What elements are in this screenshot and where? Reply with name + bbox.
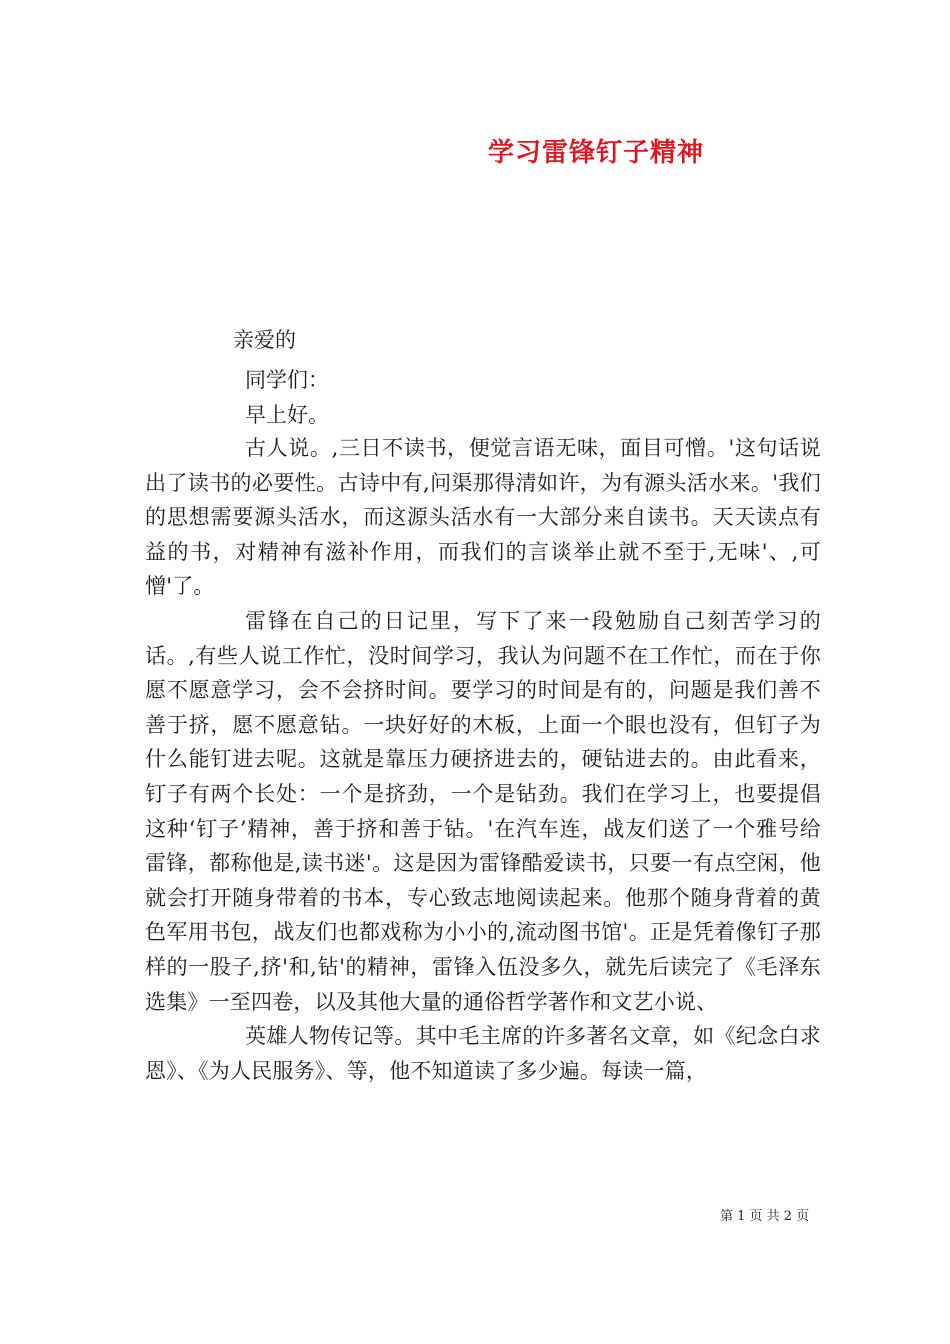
page-footer: 第 1 页 共 2 页 xyxy=(720,1209,810,1224)
paragraph: 英雄人物传记等。其中毛主席的许多著名文章，如《纪念白求恩》、《为人民服务》、等，他不知道读了多少遍。每读一篇， xyxy=(145,1024,821,1083)
paragraph: 古人说。,三日不读书，便觉言语无味，面目可憎。'这句话说出了读书的必要性。古诗中有,问渠那得清如许，为有源头活水来。'我们的思想需要源头活水，而这源头活水有一大部分来自读书。天天读点有益的书，对精神有滋补作用，而我们的言谈举止就不至于,无味'、,可憎'了。 xyxy=(145,436,821,599)
greeting-line-3: 早上好。 xyxy=(245,403,329,427)
document-body xyxy=(145,431,821,1088)
document-title: 学习雷锋钉子精神 xyxy=(488,138,705,168)
paragraph: 雷锋在自己的日记里，写下了来一段勉励自己刻苦学习的话。,有些人说工作忙，没时间学习，我认为问题不在工作忙，而在于你愿不愿意学习，会不会挤时间。要学习的时间是有的，问题是我们善不善于挤，愿不愿意钻。一块好好的木板，上面一个眼也没有，但钉子为什么能钉进去呢。这就是靠压力硬挤进去的，硬钻进去的。由此看来，钉子有两个长处：一个是挤劲，一个是钻劲。我们在学习上，也要提倡这种‘钉子’精神，善于挤和善于钻。'在汽车连，战友们送了一个雅号给雷锋，都称他是,读书迷'。这是因为雷锋酷爱读书，只要一有点空闲，他就会打开随身带着的书本，专心致志地阅读起来。他那个随身背着的黄色军用书包，战友们也都戏称为小小的,流动图书馆'。正是凭着像钉子那样的一股子,挤'和,钻'的精神，雷锋入伍没多久，就先后读完了《毛泽东选集》一至四卷，以及其他大量的通俗哲学著作和文艺小说、 xyxy=(145,608,821,1014)
greeting-line-1: 亲爱的 xyxy=(233,328,296,352)
greeting-line-2: 同学们： xyxy=(245,368,329,392)
